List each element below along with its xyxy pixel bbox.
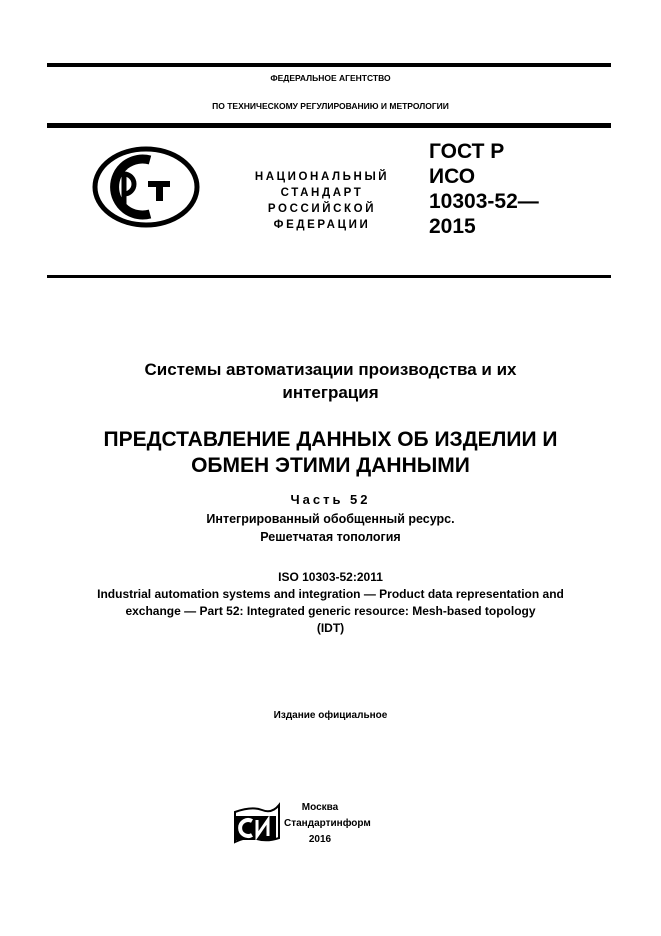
designation-line: 10303-52— bbox=[429, 190, 539, 213]
publisher-city: Москва bbox=[301, 802, 339, 813]
subtitle-line: Интегрированный обобщенный ресурс. bbox=[206, 512, 455, 526]
publisher-name: Стандартинформ bbox=[284, 818, 371, 829]
main-title bbox=[0, 427, 661, 479]
nat-line: СТАНДАРТ bbox=[280, 187, 364, 199]
publisher-year: 2016 bbox=[308, 834, 332, 845]
rst-logo-icon bbox=[92, 146, 200, 228]
part-label: Часть 52 bbox=[290, 492, 371, 507]
iso-line: exchange — Part 52: Integrated generic resource: Mesh-based topology bbox=[125, 604, 536, 618]
title-line: ОБМЕН ЭТИМИ ДАННЫМИ bbox=[191, 454, 470, 477]
iso-ref: ISO 10303-52:2011 bbox=[278, 570, 383, 584]
title-line: ПРЕДСТАВЛЕНИЕ ДАННЫХ ОБ ИЗДЕЛИИ И bbox=[103, 428, 558, 451]
title-line: Системы автоматизации производства и их bbox=[144, 360, 517, 379]
designation-line: ИСО bbox=[429, 165, 476, 188]
iso-line: (IDT) bbox=[316, 621, 345, 635]
nat-line: ФЕДЕРАЦИИ bbox=[273, 219, 371, 231]
nat-line: РОССИЙСКОЙ bbox=[267, 203, 377, 215]
iso-line: Industrial automation systems and integration — Product data representation and bbox=[97, 587, 564, 601]
national-standard-label bbox=[222, 169, 422, 233]
nat-line: НАЦИОНАЛЬНЫЙ bbox=[254, 171, 390, 183]
agency-line-1: ФЕДЕРАЛЬНОЕ АГЕНТСТВО bbox=[270, 73, 391, 83]
edition-label: Издание официальное bbox=[273, 710, 388, 721]
general-title bbox=[0, 358, 661, 404]
agency-line-2: ПО ТЕХНИЧЕСКОМУ РЕГУЛИРОВАНИЮ И МЕТРОЛОГИИ bbox=[212, 101, 449, 111]
iso-reference bbox=[0, 569, 661, 637]
publisher-info bbox=[284, 800, 371, 848]
subtitle-line: Решетчатая топология bbox=[260, 530, 401, 544]
designation-line: 2015 bbox=[429, 215, 476, 238]
standartinform-logo-icon bbox=[232, 802, 282, 846]
top-rule bbox=[47, 63, 611, 67]
subtitle bbox=[0, 510, 661, 546]
standard-designation bbox=[429, 139, 539, 239]
title-line: интеграция bbox=[282, 383, 379, 402]
section-rule bbox=[47, 275, 611, 278]
designation-line: ГОСТ Р bbox=[429, 140, 505, 163]
header-rule bbox=[47, 123, 611, 128]
